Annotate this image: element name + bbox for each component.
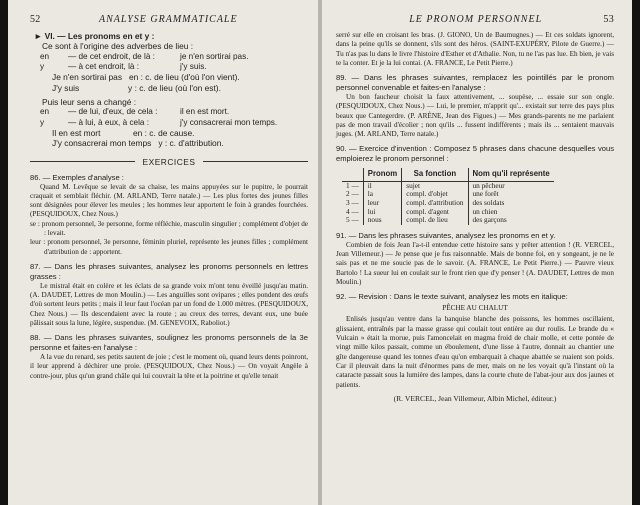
left-running-title: ANALYSE GRAMMATICALE (99, 14, 238, 25)
ex87-title: 87. — Dans les phrases suivantes, analysez les pronoms personnels en lettres grasses : (30, 261, 308, 281)
left-running-head (30, 14, 308, 25)
peche-title: PÊCHE AU CHALUT (442, 304, 508, 313)
ex91-title: 91. — Dans les phrases suivantes, analysez les pronoms en et y. (336, 230, 556, 240)
left-page (8, 0, 318, 505)
table-row: 3 — leur compl. d'attribution des soldats (342, 199, 554, 208)
analysis-y-1: J'y suis y : c. de lieu (où l'on est). (52, 82, 221, 93)
right-running-head (336, 14, 614, 25)
ex86-text: Quand M. Levêque se levait de sa chaise, les mains appuyées sur le pupitre, le pourrait craquait et semblait fléchir. (M. ARLAND, Terre natale.) — Les plus fortes des jeunes filles sont désignées pour élever les meules ; les hommes leur apportent le foin à grandes fourchées. (PESQUIDOUX, Chez Nous.) (30, 182, 308, 219)
right-running-title: LE PRONOM PERSONNEL (409, 14, 543, 25)
table-row: 5 — nous compl. de lieu des garçons (342, 216, 554, 225)
ex86-leur: leur : pronom personnel, 3e personne, féminin pluriel, représente les jeunes filles ; complément d'attribution de : apportent. (30, 238, 308, 256)
ex87-text: Le mistral était en colère et les éclats de sa grande voix m'ont tenu éveillé jusqu'au matin. (A. DAUDET, Lettres de mon Moulin.) — Les anguilles sont ovipares ; elles pondent des œufs d'où sortent leurs petits ; mais il leur faut l'océan par un fond de 1.000 mètres. (PESQUIDOUX, Chez Nous.) — Ils descendaient avec la route ; au creux des terres, devant eux, une buée pâlissait sous la lune, légère, suspendue. (M. GENEVOIX, Raboliot.) (30, 281, 308, 327)
intro-origin: Ce sont à l'origine des adverbes de lieu : (42, 41, 194, 52)
analysis-y-2: J'y consacrerai mon temps y : c. d'attribution. (52, 138, 224, 149)
analysis-en-2: Il en est mort en : c. de cause. (52, 127, 195, 138)
ex92-title: 92. — Revision : Dans le texte suivant, analysez les mots en italique: (336, 292, 568, 302)
table-row: 4 — lui compl. d'agent un chien (342, 208, 554, 217)
exercises-heading: EXERCICES (142, 156, 196, 167)
ex91-text: Combien de fois Jean l'a-t-il entendue cette histoire sans y prêter attention ! (R. VERCEL, Jean Villemeur.) — Je pense que je fus raisonnable. Mais de bonne foi, en y songeant, je ne le sais pas et ne me soucie pas de le savoir. (A. FRANCE, Le Petit Pierre.) — Pauvre vieux Bartolo ! La sueur lui en coulait sur le front rien que d'y penser ! (A. DAUDET, Lettres de mon Moulin.) (336, 240, 614, 286)
section-vi-title: ► VI. — Les pronoms en et y : (34, 31, 155, 41)
def-y: y — à cet endroit, là : j'y suis. (40, 62, 207, 72)
def-en: en — de cet endroit, de là : je n'en sortirai pas. (40, 51, 249, 61)
ex88-text: A la vue du renard, ses petits sautent de joie ; c'est le moment où, quand leurs dents poinront, il leur apprend à déchirer une proie. (PESQUIDOUX, Chez Nous.) — On voyait Angèle à contre-jour, plus qu'un grand châle qui lui couvrait la tête et la poitrine et qu'elle tenait (30, 353, 308, 380)
ex92-citation: (R. VERCEL, Jean Villemeur, Albin Michel, éditeur.) (393, 393, 557, 403)
exercises-divider (30, 157, 308, 167)
ex89-text: Un bon faucheur choisit la faux attentivement, ... soupèse, ... essaie sur son ongle. (PESQUIDOUX, Chez Nous.) — Lui, le premier, m'apprit qu'... existait sur terre des pays plus beaux que Cantegerdre. (P. ARÈNE, Jean des Figues.) — Mes grands-parents ne me parlaient pas de mon travail d'écolier ; non qu'ils ... fussent indifférents ; mais ils ... sentaient mauvais juges. (M. ARLAND, Terre natale.) (336, 93, 614, 139)
ex92-text: Enlisés jusqu'au ventre dans la banquise blanche des poissons, les hommes oscillaient, glissaient, entraînés par la masse grasse qui coulait tout entière au dur roulis. Le brande du « Vulcain » était la morue, puis l'amoncelait en magma froid de chair molle, et cette pontée de vingt mille kilos passait, comme un éboulement, d'une lisse à l'autre, donnait au chantier une gîte dangereuse quand les tonnes d'eau qu'on embarquait à chaque abattée se ruaient son poids. Car il pleuvait dans la nuit d'énormes pans de mer, mais on ne les voyait qu'à l'instant où la cataracte passait sous la lumière des lampes, dans la courte chute de l'abat-jour aux dos jaunes et patients. (336, 315, 614, 389)
ex86-title: 86. — Exemples d'analyse : (30, 172, 124, 182)
ex86-se: se : pronom personnel, 3e personne, forme réfléchie, masculin singulier ; complément d'objet de : levait. (30, 219, 308, 238)
ex88-title: 88. — Dans les phrases suivantes, soulignez les pronoms personnels de la 3e personne et faites-en l'analyse : (30, 333, 308, 353)
right-page (322, 0, 632, 505)
table-header-row: Pronom Sa fonction Nom qu'il représente (342, 168, 554, 181)
pronoun-table (342, 168, 554, 225)
table-row: 1 — il sujet un pêcheur (342, 181, 554, 190)
def-y-2: y — à lui, à eux, à cela : j'y consacrerai mon temps. (40, 117, 278, 127)
section-vi (30, 31, 308, 149)
analysis-en-1: Je n'en sortirai pas en : c. de lieu (d'où l'on vient). (52, 72, 240, 83)
ex90-title: 90. — Exercice d'invention : Composez 5 phrases dans chacune desquelles vous emploierez le pronom personnel : (336, 144, 614, 164)
left-page-number: 52 (30, 14, 41, 25)
intro-changed: Puis leur sens a changé : (42, 97, 137, 108)
def-en-2: en — de lui, d'eux, de cela : il en est mort. (40, 107, 230, 117)
continued-text: serré sur elle en croisant les bras. (J. GIONO, Un de Baumugnes.) — Et ces soldats ignorent, dans la peine qu'ils se donnent, s'ils sont des héros. (SAINT-EXUPÉRY, Pilote de Guerre.) — Tu n'as pas lu dans le livre l'histoire d'Esther et d'Athalie. Non, tu ne l'as pas lue. Eh bien, je vais te la conter. Et je la lui contai. (A. FRANCE, Le Petit Pierre.) (336, 31, 614, 67)
table-row: 2 — la compl. d'objet une forêt (342, 190, 554, 199)
right-page-number: 53 (603, 14, 614, 25)
ex89-title: 89. — Dans les phrases suivantes, remplacez les pointillés par le pronom personnel convenable et faites-en l'analyse : (336, 73, 614, 93)
